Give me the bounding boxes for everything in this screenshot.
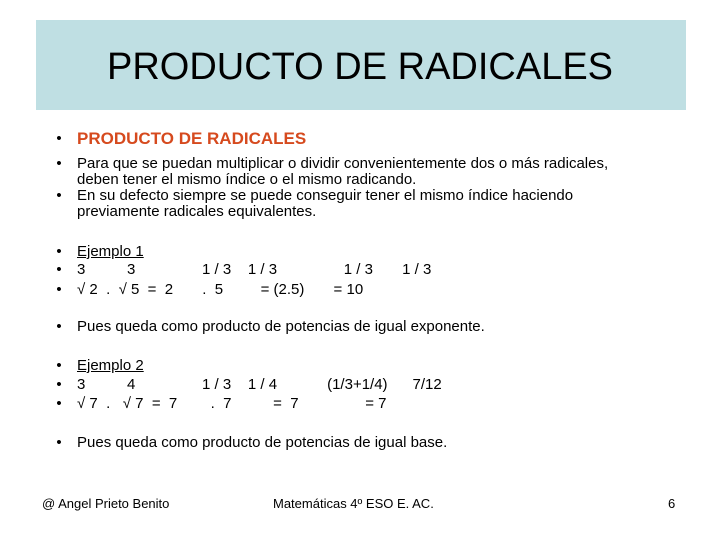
example-1-title: Ejemplo 1 [77, 243, 144, 260]
bullet: • [56, 318, 62, 335]
example-2-title: Ejemplo 2 [77, 357, 144, 374]
bullet: • [56, 155, 62, 172]
bullet: • [56, 187, 62, 204]
example-2-expression: √ 7 . √ 7 = 7 . 7 = 7 = 7 [77, 395, 387, 412]
bullet: • [56, 261, 62, 278]
conclusion-2: Pues queda como producto de potencias de igual base. [77, 434, 448, 451]
example-1-expression: √ 2 . √ 5 = 2 . 5 = (2.5) = 10 [77, 281, 364, 298]
slide-title: PRODUCTO DE RADICALES [106, 46, 614, 88]
footer-course: Matemáticas 4º ESO E. AC. [273, 496, 434, 511]
bullet: • [56, 130, 62, 147]
paragraph-text: Para que se puedan multiplicar o dividir convenientemente dos o más radicales, [77, 155, 609, 172]
bullet: • [56, 434, 62, 451]
bullet: • [56, 376, 62, 393]
example-1-exponents: 3 3 1 / 3 1 / 3 1 / 3 1 / 3 [77, 261, 432, 278]
paragraph-text: previamente radicales equivalentes. [77, 203, 317, 220]
paragraph-text: deben tener el mismo índice o el mismo radicando. [77, 171, 417, 188]
bullet: • [56, 243, 62, 260]
example-2-exponents: 3 4 1 / 3 1 / 4 (1/3+1/4) 7/12 [77, 376, 442, 393]
bullet: • [56, 281, 62, 298]
footer-page-number: 6 [668, 496, 676, 511]
section-heading: PRODUCTO DE RADICALES [77, 129, 307, 148]
bullet: • [56, 395, 62, 412]
conclusion-1: Pues queda como producto de potencias de igual exponente. [77, 318, 485, 335]
bullet: • [56, 357, 62, 374]
paragraph-text: En su defecto siempre se puede conseguir tener el mismo índice haciendo [77, 187, 574, 204]
footer-author: @ Angel Prieto Benito [42, 496, 170, 511]
